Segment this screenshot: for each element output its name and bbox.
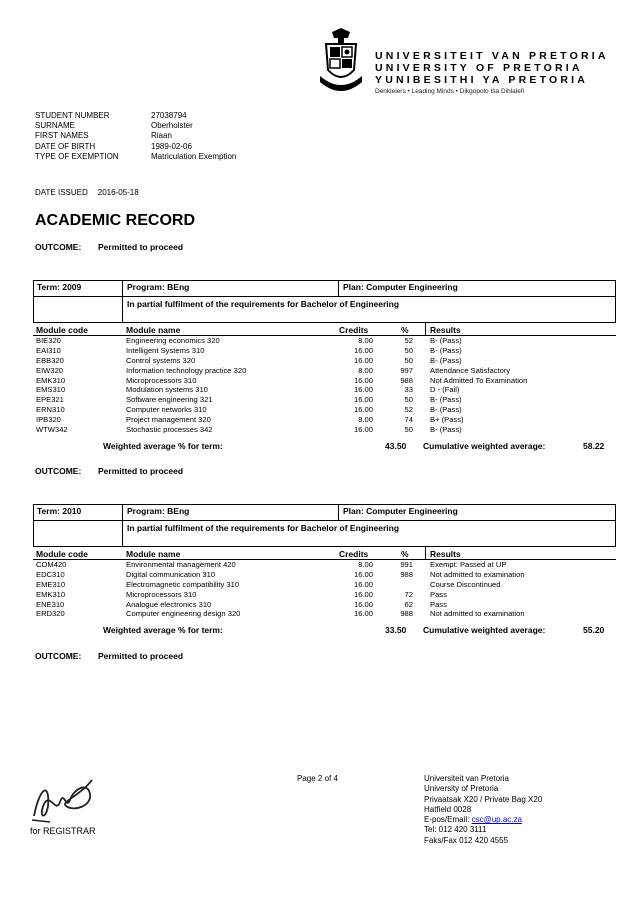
field-value: Matriculation Exemption: [151, 151, 237, 161]
module-name: Digital communication 310: [126, 569, 216, 579]
module-percent: 52: [404, 336, 413, 345]
term-averages: [33, 441, 616, 455]
weighted-average-label: Weighted average % for term:: [103, 625, 223, 636]
field-value: Riaan: [151, 131, 172, 141]
term-averages: [33, 625, 616, 639]
module-list: [33, 336, 616, 435]
cumulative-average-value: 58.22: [583, 440, 605, 451]
module-percent: 33: [404, 385, 413, 395]
module-credits: 16.00: [353, 579, 373, 589]
module-code: ENE310: [36, 599, 65, 609]
outcome-value: Permitted to proceed: [98, 651, 184, 661]
term-header-box: [33, 280, 616, 323]
program-label: Program: BEng: [127, 506, 190, 516]
module-row: [33, 609, 616, 619]
module-result: Not Admitted To Examination: [430, 375, 528, 385]
university-name-sepedi: YUNIBESITHI YA PRETORIA: [375, 74, 589, 86]
module-percent: 50: [404, 425, 413, 435]
module-result: B- (Pass): [430, 395, 462, 405]
module-percent: 50: [404, 355, 413, 365]
module-name: Information technology practice 320: [126, 365, 247, 375]
module-row: [33, 415, 616, 425]
column-header-row: [33, 547, 616, 560]
module-result: Exempt: Passed at UP: [430, 560, 507, 569]
module-credits: 16.00: [353, 375, 373, 385]
module-percent: 988: [400, 375, 413, 385]
registrar-signature-icon: [30, 776, 96, 824]
weighted-average-label: Weighted average % for term:: [103, 440, 223, 451]
module-result: B+ (Pass): [430, 415, 464, 425]
field-label: SURNAME: [35, 121, 76, 131]
term-block-2009: [33, 280, 616, 455]
module-row: [33, 580, 616, 590]
page-number: Page 2 of 4: [297, 774, 338, 783]
cumulative-average-value: 55.20: [583, 625, 605, 636]
date-issued-label: DATE ISSUED: [35, 188, 88, 197]
fulfilment-text: In partial fulfilment of the requirements for Bachelor of Engineering: [127, 523, 400, 533]
module-percent: 988: [400, 609, 413, 619]
field-value: Oberholster: [151, 121, 193, 131]
date-of-birth-row: [35, 142, 236, 152]
divider: [122, 521, 123, 546]
module-credits: 8.00: [358, 365, 373, 375]
module-result: Attendance Satisfactory: [430, 365, 511, 375]
module-name: Control systems 320: [126, 355, 196, 365]
module-name: Microprocessors 310: [126, 589, 197, 599]
module-name: Intelligent Systems 310: [126, 345, 205, 355]
university-address: [424, 774, 542, 846]
module-code: EMS310: [36, 385, 66, 395]
module-percent: 997: [400, 365, 413, 375]
col-module-code: Module code: [36, 549, 88, 559]
module-code: ERD320: [36, 609, 65, 619]
module-code: ERN310: [36, 405, 65, 415]
module-result: B- (Pass): [430, 355, 462, 365]
module-row: [33, 560, 616, 570]
field-label: STUDENT NUMBER: [35, 111, 110, 120]
first-names-row: [35, 131, 236, 141]
cumulative-average-label: Cumulative weighted average:: [423, 625, 546, 636]
module-code: EPE321: [36, 395, 64, 405]
university-motto: Denkleiers • Leading Minds • Dikgopolo tša Dihlalefi: [375, 88, 525, 95]
divider: [338, 505, 339, 520]
module-code: EAI310: [36, 345, 61, 355]
module-credits: 16.00: [353, 385, 373, 395]
divider: [122, 281, 123, 296]
cumulative-average-label: Cumulative weighted average:: [423, 440, 546, 451]
divider: [338, 281, 339, 296]
student-number-row: [35, 111, 236, 121]
field-label: DATE OF BIRTH: [35, 141, 96, 151]
weighted-average-value: 43.50: [385, 440, 407, 451]
module-credits: 16.00: [353, 355, 373, 365]
term-label: Term: 2010: [37, 506, 82, 516]
address-line: Privaatsak X20 / Private Bag X20: [424, 794, 543, 804]
outcome-label: OUTCOME:: [35, 466, 82, 476]
module-credits: 8.00: [358, 415, 373, 425]
col-percent: %: [401, 325, 409, 335]
university-name-english: UNIVERSITY OF PRETORIA: [375, 62, 583, 74]
module-result: Not admitted to examination: [430, 609, 525, 619]
module-credits: 16.00: [353, 589, 373, 599]
outcome-label: OUTCOME:: [35, 242, 82, 252]
divider: [425, 323, 426, 335]
module-result: Pass: [430, 599, 447, 609]
module-row: [33, 590, 616, 600]
module-credits: 16.00: [353, 569, 373, 579]
page-title: ACADEMIC RECORD: [35, 212, 195, 229]
registrar-label: for REGISTRAR: [30, 826, 96, 836]
col-results: Results: [430, 549, 461, 559]
field-value: 27038794: [151, 111, 187, 120]
module-percent: 991: [400, 560, 413, 569]
email-label: E-pos/Email:: [424, 815, 472, 825]
col-module-name: Module name: [126, 325, 181, 335]
module-result: B- (Pass): [430, 405, 462, 415]
module-code: EDC310: [36, 569, 65, 579]
address-line: University of Pretoria: [424, 784, 499, 794]
fulfilment-text: In partial fulfilment of the requirements for Bachelor of Engineering: [127, 299, 400, 309]
module-credits: 16.00: [353, 599, 373, 609]
outcome-label: OUTCOME:: [35, 651, 82, 661]
module-credits: 16.00: [353, 405, 373, 415]
col-module-code: Module code: [36, 325, 88, 335]
module-result: B- (Pass): [430, 425, 462, 435]
term-header-row: [34, 281, 615, 297]
module-name: Electromagnetic compatibility 310: [126, 579, 240, 589]
outcome-value: Permitted to proceed: [98, 242, 184, 252]
date-issued-value: 2016-05-18: [97, 188, 139, 197]
module-name: Stochastic processes 342: [126, 425, 213, 435]
col-credits: Credits: [339, 325, 369, 335]
module-result: B- (Pass): [430, 345, 462, 355]
address-line: Universiteit van Pretoria: [424, 774, 509, 783]
module-code: IPB320: [36, 415, 61, 425]
module-code: COM420: [36, 560, 67, 569]
module-percent: 72: [404, 589, 413, 599]
university-crest-icon: [318, 28, 364, 96]
column-header-row: [33, 323, 616, 336]
email-line: [424, 815, 542, 825]
student-info: [35, 111, 236, 162]
field-label: TYPE OF EXEMPTION: [35, 151, 119, 161]
module-row: [33, 385, 616, 395]
surname-row: [35, 121, 236, 131]
email-link[interactable]: csc@up.ac.za: [471, 815, 522, 825]
module-percent: 50: [404, 345, 413, 355]
term-block-2010: [33, 504, 616, 639]
address-line: Hatfield 0028: [424, 804, 472, 814]
module-row: [33, 395, 616, 405]
module-row: [33, 600, 616, 610]
module-result: Pass: [430, 589, 447, 599]
module-code: EME310: [36, 579, 66, 589]
module-name: Analogue electronics 310: [126, 599, 212, 609]
module-code: EMK310: [36, 375, 66, 385]
module-name: Computer engineering design 320: [126, 609, 241, 619]
weighted-average-value: 33.50: [385, 625, 407, 636]
date-issued: [35, 188, 139, 197]
module-credits: 16.00: [353, 425, 373, 435]
module-row: [33, 366, 616, 376]
module-result: Not admitted to examination: [430, 569, 525, 579]
outcome-2009: [35, 466, 184, 476]
module-row: [33, 570, 616, 580]
exemption-row: [35, 152, 236, 162]
module-name: Modulation systems 310: [126, 385, 208, 395]
telephone: Tel: 012 420 3111: [424, 825, 487, 835]
module-percent: 50: [404, 395, 413, 405]
module-code: EMK310: [36, 589, 66, 599]
module-code: EIW320: [36, 365, 64, 375]
col-credits: Credits: [339, 549, 369, 559]
module-credits: 8.00: [358, 336, 373, 345]
outcome-top: [35, 242, 184, 252]
plan-label: Plan: Computer Engineering: [343, 282, 458, 292]
col-module-name: Module name: [126, 549, 181, 559]
module-code: WTW342: [36, 425, 68, 435]
module-result: B- (Pass): [430, 336, 462, 345]
fulfilment-row: [34, 521, 615, 546]
module-name: Engineering economics 320: [126, 336, 220, 345]
module-percent: 74: [404, 415, 413, 425]
module-row: [33, 336, 616, 346]
module-row: [33, 346, 616, 356]
module-list: [33, 560, 616, 619]
module-credits: 16.00: [353, 609, 373, 619]
term-header-box: [33, 504, 616, 547]
divider: [122, 297, 123, 322]
module-code: EBB320: [36, 355, 64, 365]
module-percent: 62: [404, 599, 413, 609]
module-name: Microprocessors 310: [126, 375, 197, 385]
term-header-row: [34, 505, 615, 521]
module-row: [33, 356, 616, 366]
outcome-value: Permitted to proceed: [98, 466, 184, 476]
module-name: Environmental management 420: [126, 560, 236, 569]
outcome-2010: [35, 651, 184, 661]
module-name: Computer networks 310: [126, 405, 207, 415]
module-result: Course Discontinued: [430, 579, 501, 589]
module-percent: 52: [404, 405, 413, 415]
module-code: BIE320: [36, 336, 61, 345]
module-row: [33, 376, 616, 386]
module-credits: 16.00: [353, 395, 373, 405]
field-value: 1989-02-06: [151, 141, 192, 151]
term-label: Term: 2009: [37, 282, 82, 292]
module-name: Software engineering 321: [126, 395, 213, 405]
plan-label: Plan: Computer Engineering: [343, 506, 458, 516]
divider: [425, 547, 426, 559]
module-row: [33, 405, 616, 415]
col-results: Results: [430, 325, 461, 335]
module-percent: 988: [400, 569, 413, 579]
module-name: Project management 320: [126, 415, 211, 425]
divider: [122, 505, 123, 520]
module-credits: 16.00: [353, 345, 373, 355]
program-label: Program: BEng: [127, 282, 190, 292]
module-result: D - (Fail): [430, 385, 460, 395]
fulfilment-row: [34, 297, 615, 322]
field-label: FIRST NAMES: [35, 131, 89, 141]
university-name-afrikaans: UNIVERSITEIT VAN PRETORIA: [375, 50, 609, 62]
col-percent: %: [401, 549, 409, 559]
module-credits: 8.00: [358, 560, 373, 569]
fax: Faks/Fax 012 420 4555: [424, 835, 509, 845]
module-row: [33, 425, 616, 435]
